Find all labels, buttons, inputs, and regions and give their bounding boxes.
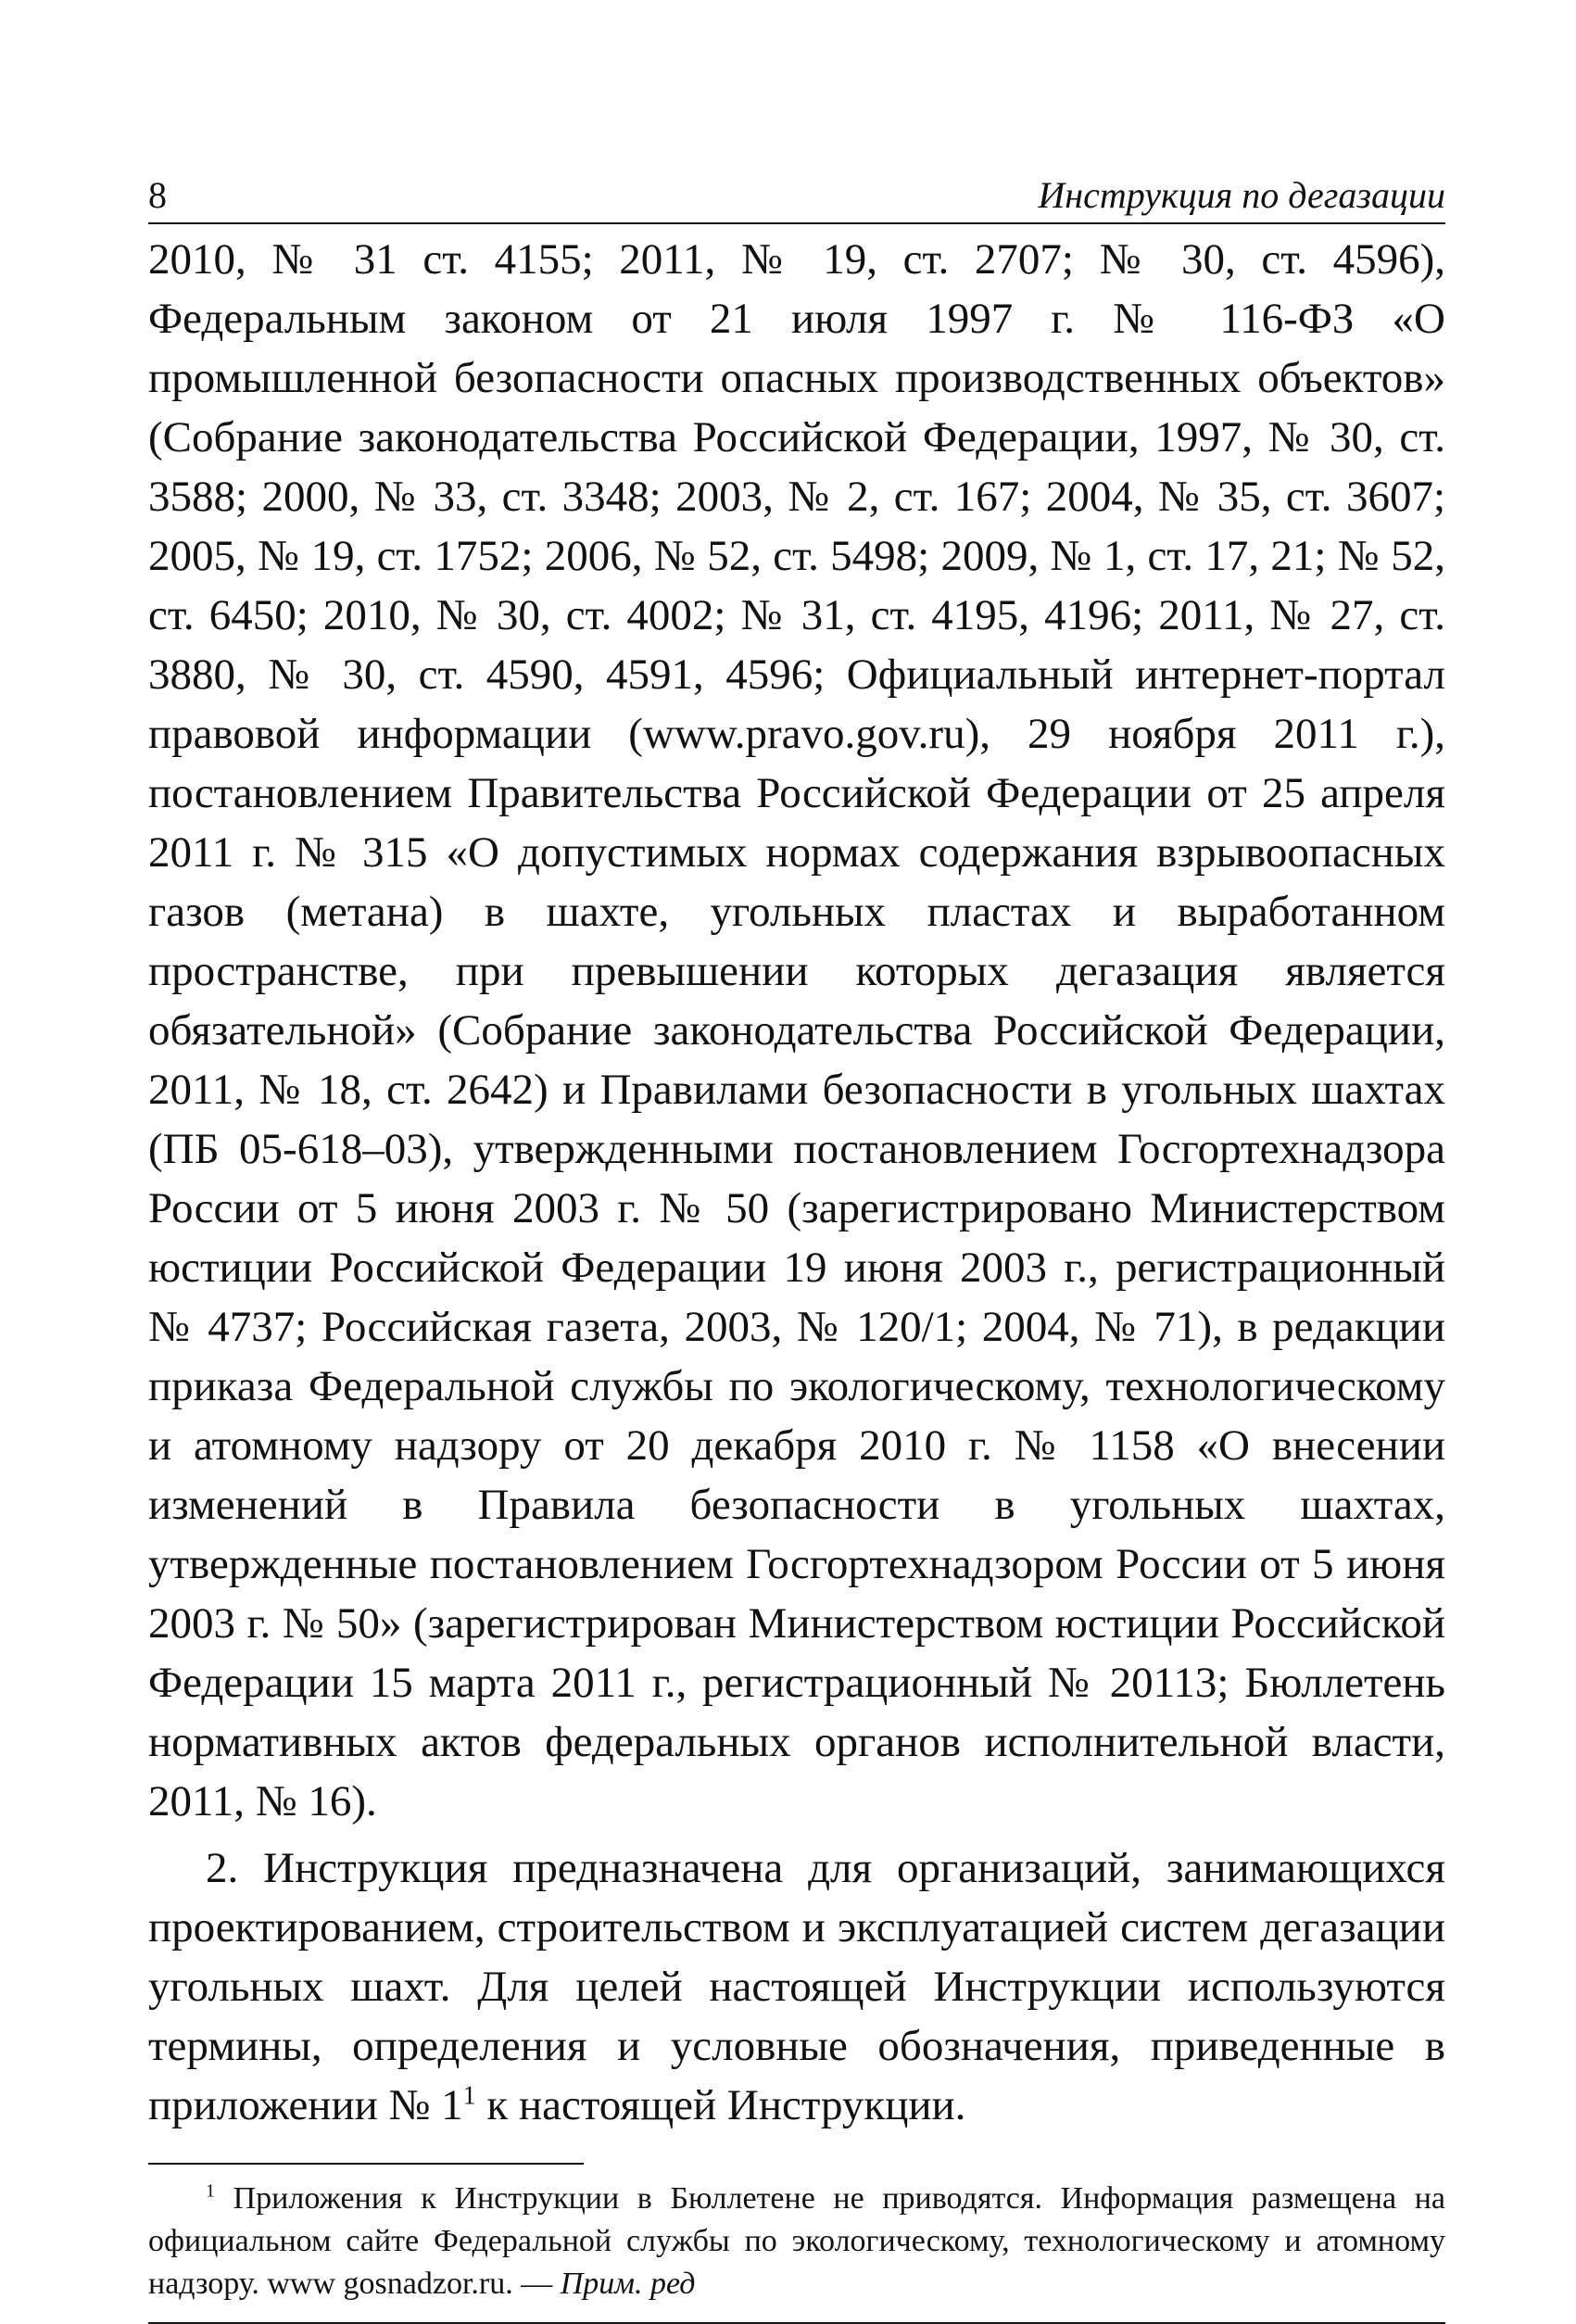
footnote-text: Приложения к Инструкции в Бюллетене не приводятся. Информация размещена на официальном сайте Федеральной службы по экологическому, технологическому и атомному надзору. www gosnadzor.ru. — — [148, 2181, 1445, 2301]
paragraph-continuation: 2010, № 31 ст. 4155; 2011, № 19, ст. 2707; № 30, ст. 4596), Федеральным законом от 21 июля 1997 г. № 116-ФЗ «О промышленной безопасности опасных производственных объектов» (Собрание законодательства Российской Федерации, 1997, № 30, ст. 3588; 2000, № 33, ст. 3348; 2003, № 2, ст. 167; 2004, № 35, ст. 3607; 2005, № 19, ст. 1752; 2006, № 52, ст. 5498; 2009, № 1, ст. 17, 21; № 52, ст. 6450; 2010, № 30, ст. 4002; № 31, ст. 4195, 4196; 2011, № 27, ст. 3880, № 30, ст. 4590, 4591, 4596; Официальный интернет-портал правовой информации (www.pravo.gov.ru), 29 ноября 2011 г.), постановлением Правительства Российской Федерации от 25 апреля 2011 г. № 315 «О допустимых нормах содержания взрывоопасных газов (метана) в шахте, угольных пластах и выработанном пространстве, при превышении которых дегазация является обязательной» (Собрание законодательства Российской Федерации, 2011, № 18, ст. 2642) и Правилами безопасности в угольных шахтах (ПБ 05-618–03), утвержденными постановлением Госгортехнадзора России от 5 июня 2003 г. № 50 (зарегистрировано Министерством юстиции Российской Федерации 19 июня 2003 г., регистрационный № 4737; Российская газета, 2003, № 120/1; 2004, № 71), в редакции приказа Федеральной службы по экологическому, технологическому и атомному надзору от 20 декабря 2010 г. № 1158 «О внесении изменений в Правила безопасности в угольных шахтах, утвержденные постановлением Госгортехнадзором России от 5 июня 2003 г. № 50» (зарегистрирован Министерством юстиции Российской Федерации 15 марта 2011 г., регистрационный № 20113; Бюллетень нормативных актов федеральных органов исполнительной власти, 2011, № 16). — [148, 235, 1445, 1825]
paragraph-2-main-text: 2. Инструкция предназначена для организаций, занимающихся проектированием, строительством и эксплуатацией систем дегазации угольных шахт. Для целей настоящей Инструкции используются термины, определения и условные обозначения, приведенные в приложении № 1 — [148, 1844, 1445, 2129]
footnote-marker: 1 — [206, 2180, 215, 2202]
paragraph-2-end-text: к настоящей Инструкции. — [475, 2081, 966, 2129]
footnote — [148, 2178, 1445, 2305]
document-page — [148, 176, 1445, 2324]
footnote-reference: 1 — [462, 2081, 476, 2111]
body-text — [148, 230, 1445, 2135]
footnote-separator — [148, 2163, 584, 2165]
paragraph-2 — [148, 1838, 1445, 2135]
page-header — [148, 176, 1445, 224]
page-number: 8 — [148, 174, 167, 216]
running-title: Инструкция по дегазации — [1038, 174, 1445, 216]
editor-note: Прим. ред — [560, 2267, 696, 2301]
